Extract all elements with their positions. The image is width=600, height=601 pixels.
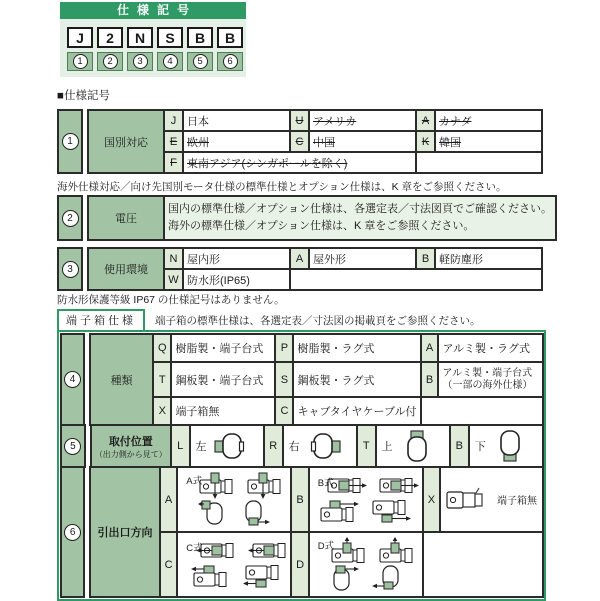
position-kanji: 下 xyxy=(474,441,486,453)
letter-cell: C xyxy=(290,131,309,152)
voltage-table xyxy=(57,195,557,241)
leadout-cell-c xyxy=(177,532,291,597)
letter-cell: X xyxy=(153,397,171,425)
desc-cell: 樹脂製・端子台式 xyxy=(171,334,275,362)
row-number-2 xyxy=(57,195,83,241)
circled-number: 4 xyxy=(163,54,178,69)
motor-end-box-left-icon xyxy=(198,500,228,526)
motor-side-bottom-left-icon xyxy=(240,564,280,590)
spec-code-body xyxy=(60,19,246,77)
letter-cell: D xyxy=(291,532,308,597)
desc-cell: 鋼板製・ラグ式 xyxy=(293,362,420,397)
environment-label: 使用環境 xyxy=(88,248,164,290)
terminal-box-heading xyxy=(57,309,481,332)
desc-cell: 韓国 xyxy=(435,131,542,152)
code-number-5 xyxy=(187,52,213,71)
spec-code-panel xyxy=(60,2,246,77)
letter-cell: N xyxy=(164,248,183,269)
code-letter-row xyxy=(67,27,246,48)
empty-cell xyxy=(290,269,542,290)
leadout-label: 引出口方向 xyxy=(90,467,160,597)
desc-cell: 端子箱無 xyxy=(171,397,275,425)
code-letter-6: B xyxy=(217,27,243,48)
leadout-cell-a xyxy=(177,467,291,532)
motor-no-terminal-box-icon xyxy=(446,487,488,513)
voltage-line-2: 海外の標準仕様／オプション仕様は、K 章をご参照ください。 xyxy=(168,220,475,232)
letter-cell: T xyxy=(357,425,376,467)
circled-number: 6 xyxy=(64,524,81,541)
desc-cell: 防水形(IP65) xyxy=(183,269,290,290)
circled-number: 1 xyxy=(73,54,88,69)
position-kanji: 左 xyxy=(195,441,207,453)
country-label: 国別対応 xyxy=(88,110,164,173)
empty-cell xyxy=(421,397,543,425)
desc-cell: アメリカ xyxy=(309,110,416,131)
letter-cell: C xyxy=(160,532,177,597)
leadout-grid xyxy=(89,466,544,598)
letter-cell: E xyxy=(164,131,183,152)
letter-cell: W xyxy=(164,269,183,290)
code-number-2 xyxy=(97,52,123,71)
desc-cell: 軽防塵形 xyxy=(435,248,542,269)
motor-side-top-right-icon xyxy=(320,499,360,525)
letter-cell: L xyxy=(171,425,190,467)
mounting-position-section xyxy=(60,424,544,468)
motor-side-mid-left-icon xyxy=(247,539,287,563)
voltage-line-1: 国内の標準仕様／オプション仕様は、各選定表／寸法図頁でご確認ください。 xyxy=(168,202,553,215)
environment-table xyxy=(57,247,543,291)
row-number-3 xyxy=(57,247,83,291)
circled-number: 3 xyxy=(133,54,148,69)
code-number-1 xyxy=(67,52,93,71)
leadout-direction-section xyxy=(60,466,544,598)
letter-cell: C xyxy=(275,397,293,425)
letter-cell: F xyxy=(164,152,183,173)
position-kanji: 上 xyxy=(381,441,393,453)
mounting-position-sublabel: （出力側から見て） xyxy=(94,449,167,459)
desc-cell: 屋外形 xyxy=(309,248,416,269)
desc-line-2: （一部の海外仕様） xyxy=(442,379,533,391)
type-label: 種類 xyxy=(90,334,153,425)
mounting-position-grid xyxy=(90,424,544,468)
environment-grid xyxy=(87,247,543,291)
letter-cell: B xyxy=(450,425,469,467)
empty-cell xyxy=(423,532,543,597)
voltage-grid xyxy=(87,195,557,241)
code-letter-5: B xyxy=(187,27,213,48)
desc-cell xyxy=(438,362,543,397)
type-section xyxy=(60,333,544,426)
desc-cell: カナダ xyxy=(435,110,542,131)
desc-cell: 鋼板製・端子台式 xyxy=(171,362,275,397)
mounting-position-label xyxy=(91,425,171,467)
code-letter-4: S xyxy=(157,27,183,48)
letter-cell: A xyxy=(416,110,435,131)
motor-box-right-icon xyxy=(307,431,341,461)
code-number-row xyxy=(67,52,246,71)
letter-cell: A xyxy=(160,467,177,532)
letter-cell: R xyxy=(264,425,283,467)
motor-box-bottom-icon xyxy=(493,430,527,462)
row-number-1 xyxy=(57,109,83,174)
type-a-label: A式 xyxy=(186,476,203,487)
letter-cell: B xyxy=(421,362,439,397)
letter-cell: A xyxy=(421,334,439,362)
position-cell-right xyxy=(283,425,357,467)
motor-end-box-bottom-left-icon xyxy=(372,565,404,591)
code-number-4 xyxy=(157,52,183,71)
position-cell-bottom xyxy=(469,425,543,467)
voltage-text xyxy=(164,196,556,240)
desc-cell: 樹脂製・ラグ式 xyxy=(293,334,420,362)
letter-cell: B xyxy=(291,467,308,532)
circled-number: 2 xyxy=(103,54,118,69)
motor-side-top-up-icon xyxy=(379,537,415,564)
circled-number: 3 xyxy=(62,261,79,278)
position-cell-left xyxy=(190,425,264,467)
type-b-label: B式 xyxy=(317,477,334,489)
letter-cell: X xyxy=(423,467,440,532)
voltage-label: 電圧 xyxy=(88,196,164,240)
spec-code-title: 仕様記号 xyxy=(60,2,246,19)
motor-box-top-icon xyxy=(400,430,434,462)
circled-number: 5 xyxy=(193,54,208,69)
letter-cell: T xyxy=(153,362,171,397)
leadout-cell-d xyxy=(309,532,423,597)
motor-end-box-bottom-icon xyxy=(240,500,270,526)
country-table xyxy=(57,109,543,174)
country-grid xyxy=(87,109,543,174)
country-note: 海外仕様対応／向け先国別モータ仕様の標準仕様とオプション仕様は、K 章をご参照ください。 xyxy=(57,181,507,193)
code-letter-1: J xyxy=(67,27,93,48)
letter-cell: A xyxy=(290,248,309,269)
letter-cell: S xyxy=(275,362,293,397)
terminal-box-title: 端子箱仕様 xyxy=(57,309,145,332)
letter-cell: K xyxy=(416,131,435,152)
letter-cell: B xyxy=(416,248,435,269)
empty-cell xyxy=(416,152,542,173)
letter-cell: J xyxy=(164,110,183,131)
section-heading: ■仕様記号 xyxy=(57,90,110,102)
desc-line-1: アルミ製・端子台式 xyxy=(442,367,533,379)
position-cell-top xyxy=(376,425,450,467)
terminal-box-note: 端子箱の標準仕様は、各選定表／寸法図の掲載頁をご参照ください。 xyxy=(155,315,481,327)
type-d-label: D式 xyxy=(317,541,335,552)
circled-number: 5 xyxy=(64,438,81,455)
letter-cell: P xyxy=(275,334,293,362)
motor-side-top-down-icon xyxy=(199,472,235,499)
code-letter-3: N xyxy=(127,27,153,48)
motor-box-left-icon xyxy=(214,431,248,461)
desc-cell: 中国 xyxy=(309,131,416,152)
circled-number: 2 xyxy=(62,210,79,227)
desc-cell: アルミ製・ラグ式 xyxy=(438,334,543,362)
row-number-4 xyxy=(60,333,85,426)
row-number-6 xyxy=(60,466,85,598)
desc-cell: キャブタイヤケーブル付 xyxy=(293,397,420,425)
position-kanji: 右 xyxy=(288,441,300,453)
desc-cell: 東南アジア(シンガポールを除く) xyxy=(183,152,416,173)
mounting-position-title: 取付位置 xyxy=(108,435,153,448)
desc-cell: 屋内形 xyxy=(183,248,290,269)
circled-number: 4 xyxy=(64,371,81,388)
code-letter-2: 2 xyxy=(97,27,123,48)
motor-side-bottom-right-icon xyxy=(372,499,412,525)
desc-cell: 日本 xyxy=(183,110,290,131)
type-c-label: C式 xyxy=(186,542,203,554)
type-grid xyxy=(89,333,544,426)
code-number-3 xyxy=(127,52,153,71)
leadout-cell-x xyxy=(440,467,543,532)
motor-end-box-top-right-icon xyxy=(328,565,360,591)
waterproof-note: 防水形保護等級 IP67 の仕様記号はありません。 xyxy=(57,294,285,306)
motor-side-mid-right-icon xyxy=(379,474,419,498)
no-terminal-box-label: 端子箱無 xyxy=(496,496,537,507)
leadout-cell-b xyxy=(309,467,423,532)
code-number-6 xyxy=(217,52,243,71)
terminal-box-table xyxy=(57,330,546,601)
letter-cell: U xyxy=(290,110,309,131)
circled-number: 6 xyxy=(223,54,238,69)
circled-number: 1 xyxy=(62,133,79,150)
desc-cell: 欧州 xyxy=(183,131,290,152)
letter-cell: Q xyxy=(153,334,171,362)
row-number-5 xyxy=(60,424,86,468)
motor-side-top-down-icon xyxy=(247,472,283,499)
motor-side-top-left-icon xyxy=(188,564,228,590)
motor-side-top-up-icon xyxy=(331,537,367,564)
